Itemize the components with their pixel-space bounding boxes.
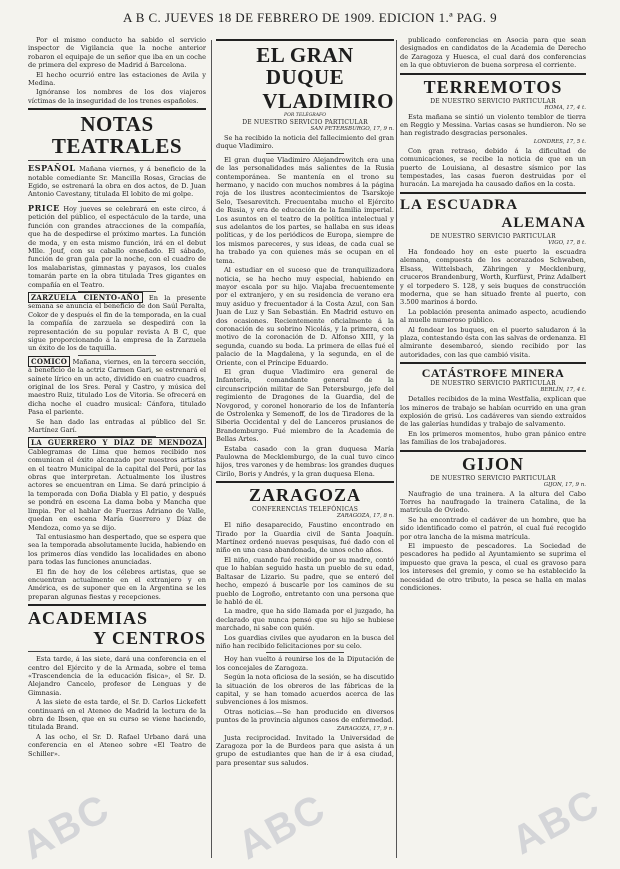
dateline: GIJON, 17, 9 n. — [543, 481, 586, 488]
zarzuela-item — [28, 294, 206, 353]
servicio-small: POR TELÉGRAFO — [284, 113, 326, 118]
abc-watermark: ABC — [230, 785, 334, 869]
article-paragraph: El gran duque Vladimiro era general de Infantería, comandante general de la circunscripción militar de San Petersburgo, jefe del regimiento de Dragones de la Guardia, del de Novgorod, y coronel honorario de los de Infantería de Ostrolenka y Semenoff, de los de Tiradores de la Siberia Occidental y del de Lanceros prusianos de Brandemburgo. Fué miembro de la Academia de Bellas Artes. — [216, 367, 394, 444]
article-paragraph: Justa reciprocidad. Invitado la Universidad de Zaragoza por la de Burdeos para que asista á un grupo de estudiantes que han de ir á esa ciudad, para presentar sus saludos. — [216, 733, 394, 767]
espanol-item — [28, 164, 206, 199]
section-rule — [28, 604, 206, 606]
page-header-text: A B C. JUEVES 18 DE FEBRERO DE 1909. EDICION 1.ª PAG. 9 — [123, 10, 497, 25]
dateline: LONDRES, 17, 5 t. — [533, 138, 586, 145]
escuadra-headline-1: LA ESCUADRA — [400, 196, 519, 213]
dateline: SAN PETERSBURGO, 17, 9 n. — [310, 126, 394, 132]
catastrofe-headline: CATÁSTROFE MINERA — [421, 366, 565, 381]
article-paragraph: Al estudiar en el suceso que de tranquilizadora noticia, se ha hecho muy especial, habiendo en mayor escala por su hijo. Viajaba frecuentemente por el extranjero, y en su residencia de verano era muy asiduo y frecuentador á la Costa Azul, con San Juan de Luz y San Sebastián. En Madrid estuvo en dos ocasiones. Recientemente oficialmente á la coronación de su sobrino Nicolás, y la primera, con motivo de la coronación de D. Alfonso XIII, y la segunda, cuando su boda. La primera de ellas fué el palacio de la Magdalena, y la segunda, en el de Oriente, con el Príncipe Eduardo. — [216, 266, 394, 367]
section-rule — [400, 362, 586, 364]
article-paragraph: publicado conferencias en Asocia para que sean designados en candidatos de la Academia de Derecho de Zaragoza y Huesca, el cual dará dos conferencias en la que obtuvieron de buena sorpresa el corriente. — [400, 36, 586, 70]
article-paragraph: Por el mismo conducto ha sabido el servicio inspector de Vigilancia que la noche anterior robaron el equipaje de un señor que iba en un coche de primera del expreso de Madrid á Barcelona. — [28, 36, 206, 70]
comico-kicker: COMICO — [28, 356, 70, 367]
zarzuela-kicker: ZARZUELA CIENTO-AÑO — [28, 292, 143, 303]
item-rule — [78, 201, 156, 202]
column-divider-2 — [396, 40, 397, 858]
lead-paragraph: Se ha recibido la noticia del fallecimiento del gran duque Vladimiro. — [216, 134, 394, 151]
terremotos-text: Esta mañana se sintió un violento temblor de tierra en Reggio y Messina. Varias casas se hundieron. No se han registrado desgracias personales. — [400, 112, 586, 138]
section-rule — [216, 39, 394, 41]
dateline: VIGO, 17, 8 t. — [548, 239, 586, 246]
guerrero-text-2: Tal entusiasmo han despertado, que se espera que sea la temporada absolutamente lucida, habiendo en los primeros días vendido las localidades en abono para todas las funciones anunciadas. — [28, 532, 206, 567]
gijon-text-2: Se ha encontrado el cadáver de un hombre, que ha sido identificado como el patrón, el cual fué recogido por otra lancha de la misma matrícula. — [400, 515, 586, 541]
section-rule — [28, 160, 206, 161]
item-rule — [266, 652, 344, 653]
escuadra-text-2: La población presenta animado aspecto, acudiendo al muelle numeroso público. — [400, 307, 586, 325]
catastrofe-text: Detalles recibidos de la mina Westfalia, explican que los mineros de trabajo se habían ocurrido en una gran explosión de grisú. Los cadáveres van siendo extraídos de las galerías hundidas y trabajo de salvamento. — [400, 395, 586, 429]
column-3 — [400, 36, 586, 860]
section-rule — [28, 108, 206, 110]
dateline: ZARAGOZA, 17, 9 n. — [336, 725, 394, 732]
guerrero-text: Cablegramas de Lima que hemos recibido nos comunican el éxito alcanzado por nuestros artistas en el teatro Municipal de la capital del Perú, por las obras que interpretan. Actualmente los ilustres actores se encuentran en Lima. Se dará principio á la temporada con Doña Diabla y El patio, y después se pondrá en escena La dama boba y Mancha que limpia. Por el hablar de Fuerzas Adriano de Valle, quedan en escena María Guerrero y Díaz de Mendoza, como ya se dijo. — [28, 447, 206, 532]
column-2 — [216, 36, 394, 860]
column-divider-1 — [211, 40, 212, 858]
espanol-text: Mañana viernes, y á beneficio de la notable comediante Sr. Mancilla Rosas, Gracias de Egido, se estrenará la obra en dos actos, de D. Juan Antonio Cavestany, titulada El lobito de mi golpe. — [28, 165, 206, 199]
article-paragraph: Otras noticias.—Se han producido en diversos puntos de la provincia algunos casos de enfermedad. — [216, 707, 394, 725]
servicio-line: DE NUESTRO SERVICIO PARTICULAR — [430, 380, 556, 388]
price-text: Hoy jueves se celebrará en este circo, á petición del público, el espectáculo de la tarde, una función con grandes atracciones de la compañía, que ha de despedirse el próximo martes. La función de moda, y en esta mismo función, irá en el debut Mlle. Jouf, con su caballo enseñado. El sábado, función de gran gala por la noche, con el cuadro de los malabaristas, gimnastas y payasos, los cuales tomarán parte en la obra titulada Tres gigantes en compañía en el Teatro. — [28, 204, 206, 289]
comico-text: Mañana, viernes, en la tercera sección, á beneficio de la actriz Carmen Gari, se estrenará el sainete lírico en un acto, dividido en cuatro cuadros, original de los Sres. Peral y Castro, y música del maestro Ruiz, titulado Los de Vitoria. Se ofrecerá en dicha noche el cuadro musical: Cánfora, titulado Pasa el pariente. — [28, 357, 206, 417]
servicio-line: DE NUESTRO SERVICIO PARTICULAR — [430, 474, 556, 482]
article-paragraph: Hoy han vuelto á reunirse los de la Diputación de los concejales de Zaragoza. — [216, 655, 394, 672]
academias-headline-2: Y CENTROS — [93, 628, 206, 649]
gijon-headline: GIJON — [461, 453, 524, 474]
zarzuela-text: En la presente semana se anuncia el beneficio de don Saúl Peralta, Cokor de y después el fin de la temporada, en la cual la compañía de zarzuela se despedirá con la representación de su popular revista A B C, que sigue proporcionando á la empresa de la Zarzuela un éxito de los de taquilla. — [28, 293, 206, 353]
section-rule — [400, 192, 586, 194]
article-paragraph: El hecho ocurrió entre las estaciones de Avila y Medina. — [28, 70, 206, 88]
gijon-text-3: El impuesto de pescadores. La Sociedad de pescadores ha pedido al Ayuntamiento se suprima el impuesto que grava la pesca, el cual es gravoso para los intereses del gremio, y como se ha establecido la necesidad de otro tributo, la pesca se halla en malas condiciones. — [400, 542, 586, 593]
gran-duque-headline-2: VLADIMIRO — [262, 89, 394, 113]
article-paragraph: El niño, cuando fué recibido por su madre, contó que lo habían seguido hasta un pueblo de su edad, Baltasar de Lizario. Su padre, que se enteró del hecho, empezó á buscarle por los caminos de su pueblo de Logroño, entretanto con una persona que le habló de él. — [216, 555, 394, 606]
article-paragraph: Según la nota oficiosa de la sesión, se ha discutido la situación de los obreros de las fábricas de la capital, y se han tomado acuerdos acerca de las subvenciones á los mismos. — [216, 673, 394, 707]
item-rule — [78, 355, 156, 356]
espanol-kicker: ESPAÑOL — [28, 163, 76, 174]
servicio-line: DE NUESTRO SERVICIO PARTICULAR — [430, 97, 556, 105]
article-paragraph: Los guardias civiles que ayudaron en la busca del niño han recibido felicitaciones por su celo. — [216, 633, 394, 650]
gran-duque-headline-1: EL GRAN DUQUE — [256, 43, 354, 89]
servicio-line: DE NUESTRO SERVICIO PARTICULAR — [430, 232, 556, 240]
comico-text-2: Se han dado las entradas al público del Sr. Martínez Garí. — [28, 417, 206, 435]
price-item — [28, 204, 206, 289]
catastrofe-text-2: En los primeros momentos, hubo gran pánico entre las familias de los trabajadores. — [400, 429, 586, 447]
page-header — [0, 0, 620, 36]
article-paragraph: Estaba casado con la gran duquesa María Paulowna de Mecklemburgo, de la cual tuvo cinco hijos, tres varones y de hembras: los grandes duques Cirilo, Boris y Andrés, y la gran duquesa Elena. — [216, 444, 394, 478]
dateline: ZARAGOZA, 17, 8 n. — [336, 513, 394, 520]
escuadra-text: Ha fondeado hoy en este puerto la escuadra alemana, compuesta de los acorazados Schwaben, Elsass, Wittelsbach, Zähringen y Mecklenburg, cruceros Brandenburg, Worth, Kurfürst, Prinz Adalbert y el torpedero S. 128, y seis buques de construcción moderna, que se han situado frente al puerto, con 3.500 marinos á bordo. — [400, 247, 586, 307]
dateline: BERLÍN, 17, 4 t. — [540, 387, 586, 394]
abc-watermark: ABC — [504, 780, 608, 864]
zaragoza-headline: ZARAGOZA — [248, 485, 361, 506]
conferencias-line: CONFERENCIAS TELEFÓNICAS — [251, 506, 359, 514]
academias-text-2: A las siete de esta tarde, el Sr. D. Carlos Lickefett continuará en el Ateneo de Madrid la lectura de la obra de Ibsen, que en su curso se viene haciendo, titulada Brand. — [28, 698, 206, 732]
guerrero-text-3: El fin de hoy de los célebres artistas, que se encuentran actualmente en el extranjero y en América, es de suponer que en la Argentina se les preparan algunas fiestas y recepciones. — [28, 567, 206, 601]
dateline: ROMA, 17, 4 t. — [544, 104, 586, 111]
article-paragraph: El gran duque Vladimiro Alejandrowitch era una de las personalidades más salientes de la Rusia contemporánea. Se mantenía en el trono su hermano, y nacido con muchos nombres á la página roja de los ilustres acontecimientos de Tsarskoje Selo, Tsesarevitch. Frecuentaba mucho el Ejército de Rusia, y era de educación de la familia imperial. Los asuntos en el teatro de la política intelectual y sus adelantos de los partes, se hallaba en sus ideas políticas, y de los periódicos de Europa, siempre de los mismos pareceres, y sus ideas, de cada cual se ha trabado ya con quienes más se ocupan en el tema. — [216, 155, 394, 265]
article-paragraph: Ignóranse los nombres de los dos viajeros víctimas de la inseguridad de los trenes españoles. — [28, 88, 206, 105]
column-1 — [28, 36, 206, 860]
terremotos-headline: TERREMOTOS — [423, 76, 563, 97]
gijon-text: Naufragio de una trainera. A la altura del Cabo Torres ha naufragado la trainera Catalina, de la matrícula de Oviedo. — [400, 489, 586, 515]
section-rule — [216, 481, 394, 483]
comico-item — [28, 358, 206, 417]
section-rule — [400, 73, 586, 75]
guerrero-kicker: LA GUERRERO Y DÍAZ DE MENDOZA — [28, 437, 206, 448]
escuadra-headline-2: ALEMANA — [501, 214, 586, 231]
academias-text-3: A las ocho, el Sr. D. Rafael Urbano dará una conferencia en el Ateneo sobre «El Teatro de Schiller». — [28, 732, 206, 758]
article-paragraph: El niño desaparecido, Faustino encontrado en Tirado por la Guardia civil de Santa Joaquín. Martínez ordenó nuevas pesquisas, fué dado con el niño en una casa abandonada, de unos ocho años. — [216, 521, 394, 555]
escuadra-text-3: Al fondear los buques, en el puerto saludaron á la plaza, contestando ésta con las salvas de ordenanza. El almirante desembarcó, siendo recibido por las autoridades, con las que cambió visita. — [400, 325, 586, 359]
section-rule — [28, 651, 206, 652]
section-rule — [400, 450, 586, 452]
terremotos-text-2: Con gran retraso, debido á la dificultad de comunicaciones, se recibe la noticia de que en un puerto de Louisiana, al desastre sísmico por las tempestades, las casas fueron destruidas por el huracán. La marejada ha causado daños en la costa. — [400, 146, 586, 189]
notas-teatrales-headline: NOTAS TEATRALES — [51, 112, 183, 159]
item-rule — [266, 153, 344, 154]
guerrero-item — [28, 439, 206, 531]
abc-watermark: ABC — [14, 785, 118, 869]
servicio-line: DE NUESTRO SERVICIO PARTICULAR — [242, 119, 368, 126]
academias-headline-1: ACADEMIAS — [28, 608, 149, 629]
academias-text: Esta tarde, á las siete, dará una conferencia en el centro del Ejército y de la Armada, sobre el tema «Trascendencia de la educación física», el Sr. D. Alejandro Cancelo, profesor de Lenguas y de Gimnasia. — [28, 655, 206, 697]
price-kicker: PRICE — [28, 202, 60, 213]
article-paragraph: La madre, que ha sido llamada por el juzgado, ha declarado que nunca pensó que su hijo se hubiese marchado, ni sabe con quién. — [216, 607, 394, 633]
